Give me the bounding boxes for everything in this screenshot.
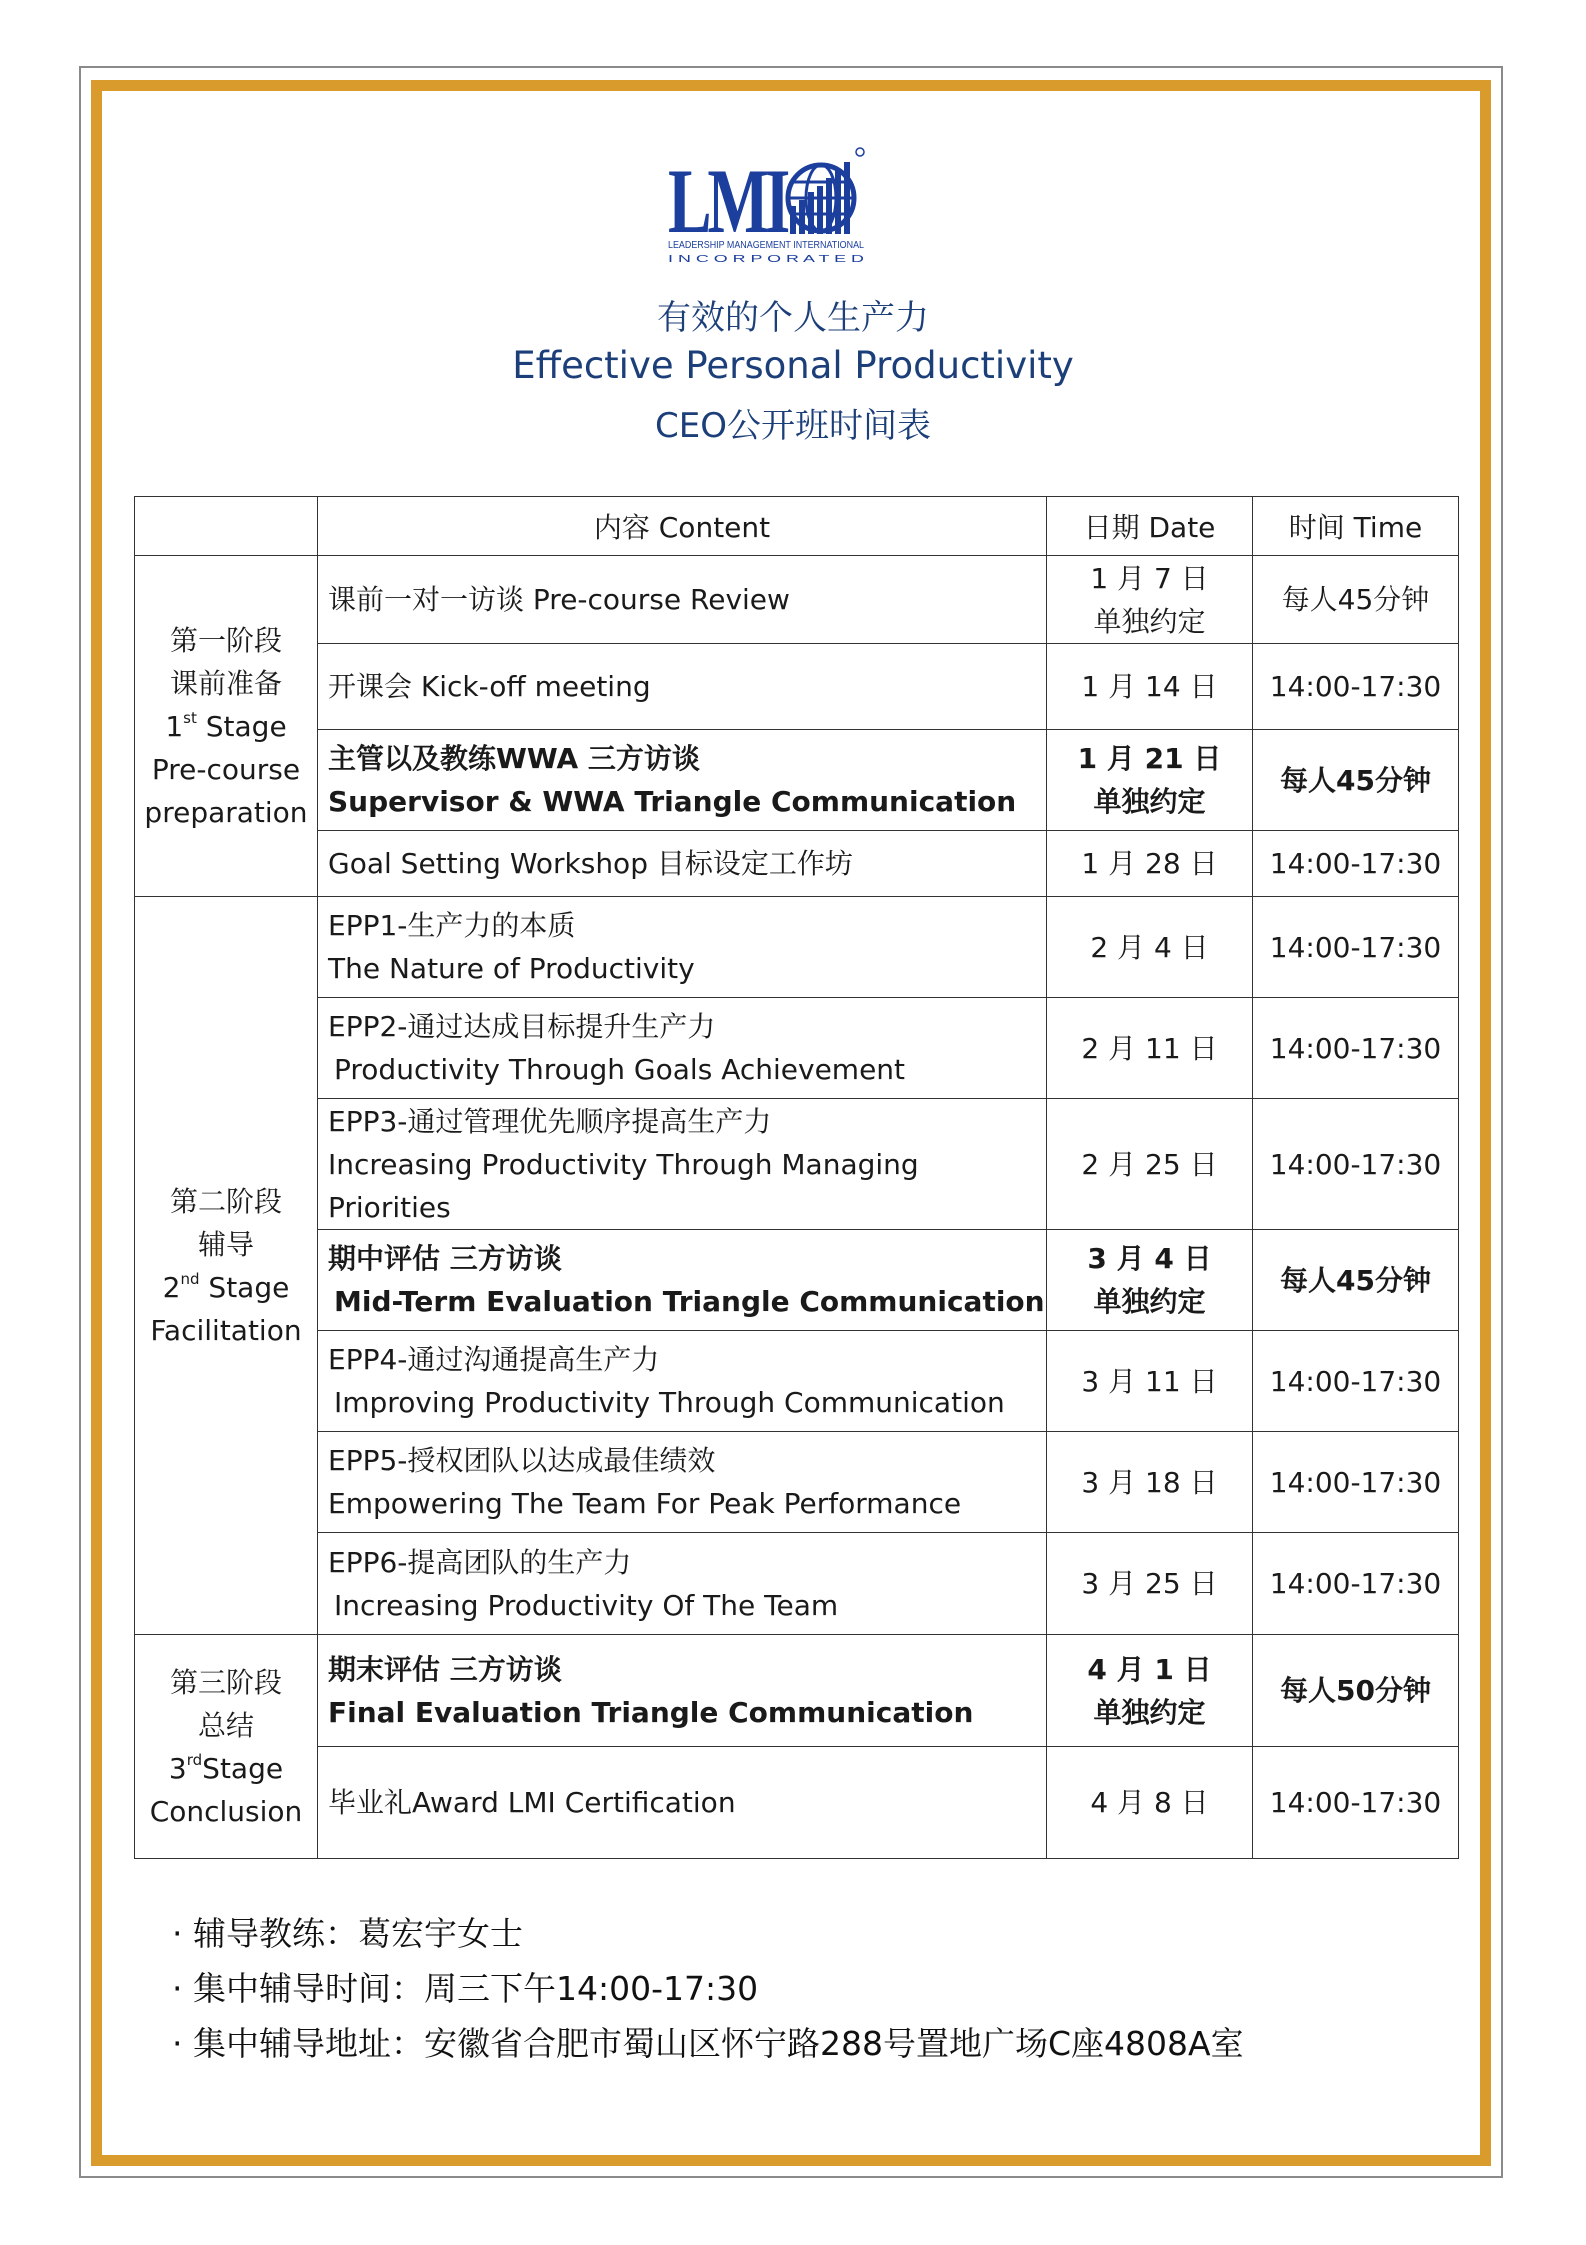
table-row xyxy=(135,897,1459,998)
row-content: 毕业礼Award LMI Certification xyxy=(318,1747,1047,1859)
row-content: 期中评估 三方访谈 Mid-Term Evaluation Triangle Communication xyxy=(318,1230,1047,1331)
row-date: 2 月 25 日 xyxy=(1047,1099,1253,1230)
header-date: 日期 Date xyxy=(1047,497,1253,556)
notes-list xyxy=(172,1906,1244,2071)
row-time: 14:00-17:30 xyxy=(1253,998,1459,1099)
row-date: 3 月 4 日 单独约定 xyxy=(1047,1230,1253,1331)
row-content: EPP3-通过管理优先顺序提高生产力 Increasing Productivity Through Managing Priorities xyxy=(318,1099,1047,1230)
table-row xyxy=(135,556,1459,644)
row-time: 14:00-17:30 xyxy=(1253,897,1459,998)
table-row xyxy=(135,831,1459,897)
row-date: 1 月 14 日 xyxy=(1047,644,1253,730)
row-date: 2 月 4 日 xyxy=(1047,897,1253,998)
row-content: EPP5-授权团队以达成最佳绩效 Empowering The Team For Peak Performance xyxy=(318,1432,1047,1533)
logo-wordmark: LMI xyxy=(668,150,789,252)
row-time: 每人45分钟 xyxy=(1253,556,1459,644)
row-content: EPP6-提高团队的生产力 Increasing Productivity Of The Team xyxy=(318,1533,1047,1635)
logo-tagline: LEADERSHIP MANAGEMENT INTERNATIONAL xyxy=(668,239,865,251)
title-english: Effective Personal Productivity xyxy=(512,344,1074,387)
header-stage xyxy=(135,497,318,556)
row-content: 主管以及教练WWA 三方访谈 Supervisor & WWA Triangle Communication xyxy=(318,730,1047,831)
row-content: EPP1-生产力的本质 The Nature of Productivity xyxy=(318,897,1047,998)
lmi-logo xyxy=(668,146,870,268)
header-content: 内容 Content xyxy=(318,497,1047,556)
row-content: 开课会 Kick-off meeting xyxy=(318,644,1047,730)
row-time: 14:00-17:30 xyxy=(1253,1432,1459,1533)
stage-1-cell: 第一阶段 课前准备 1st Stage Pre-course preparation xyxy=(135,556,318,897)
row-date: 4 月 8 日 xyxy=(1047,1747,1253,1859)
row-time: 每人50分钟 xyxy=(1253,1635,1459,1747)
row-time: 14:00-17:30 xyxy=(1253,831,1459,897)
row-date: 1 月 7 日 单独约定 xyxy=(1047,556,1253,644)
row-time: 14:00-17:30 xyxy=(1253,1747,1459,1859)
row-time: 14:00-17:30 xyxy=(1253,1331,1459,1432)
table-row xyxy=(135,1533,1459,1635)
stage-3-cell: 第三阶段 总结 3rdStage Conclusion xyxy=(135,1635,318,1859)
table-row xyxy=(135,1099,1459,1230)
row-date: 3 月 18 日 xyxy=(1047,1432,1253,1533)
row-date: 4 月 1 日 单独约定 xyxy=(1047,1635,1253,1747)
row-date: 2 月 11 日 xyxy=(1047,998,1253,1099)
row-content: EPP4-通过沟通提高生产力 Improving Productivity Through Communication xyxy=(318,1331,1047,1432)
row-content: 课前一对一访谈 Pre-course Review xyxy=(318,556,1047,644)
header-time: 时间 Time xyxy=(1253,497,1459,556)
table-row xyxy=(135,1331,1459,1432)
row-date: 1 月 28 日 xyxy=(1047,831,1253,897)
row-date: 1 月 21 日 单独约定 xyxy=(1047,730,1253,831)
schedule-table xyxy=(134,496,1459,1859)
stage-2-cell: 第二阶段 辅导 2nd Stage Facilitation xyxy=(135,897,318,1635)
table-row xyxy=(135,730,1459,831)
title-chinese: 有效的个人生产力 xyxy=(657,298,929,338)
table-row xyxy=(135,1432,1459,1533)
row-time: 14:00-17:30 xyxy=(1253,644,1459,730)
table-header-row xyxy=(135,497,1459,556)
row-time: 每人45分钟 xyxy=(1253,730,1459,831)
note-address: · 集中辅导地址：安徽省合肥市蜀山区怀宁路288号置地广场C座4808A室 xyxy=(172,2016,1244,2071)
row-content: EPP2-通过达成目标提升生产力 Productivity Through Goals Achievement xyxy=(318,998,1047,1099)
row-date: 3 月 25 日 xyxy=(1047,1533,1253,1635)
row-time: 14:00-17:30 xyxy=(1253,1099,1459,1230)
globe-icon xyxy=(788,148,864,234)
row-time: 14:00-17:30 xyxy=(1253,1533,1459,1635)
row-time: 每人45分钟 xyxy=(1253,1230,1459,1331)
table-row xyxy=(135,1747,1459,1859)
table-row xyxy=(135,1230,1459,1331)
note-coach: · 辅导教练：葛宏宇女士 xyxy=(172,1906,1244,1961)
title-subtitle: CEO公开班时间表 xyxy=(655,406,931,446)
logo-incorporated: I N C O R P O R A T E D xyxy=(668,254,864,265)
table-row xyxy=(135,1635,1459,1747)
note-time: · 集中辅导时间：周三下午14:00-17:30 xyxy=(172,1961,1244,2016)
row-date: 3 月 11 日 xyxy=(1047,1331,1253,1432)
table-row xyxy=(135,644,1459,730)
table-row xyxy=(135,998,1459,1099)
row-content: Goal Setting Workshop 目标设定工作坊 xyxy=(318,831,1047,897)
row-content: 期末评估 三方访谈 Final Evaluation Triangle Communication xyxy=(318,1635,1047,1747)
